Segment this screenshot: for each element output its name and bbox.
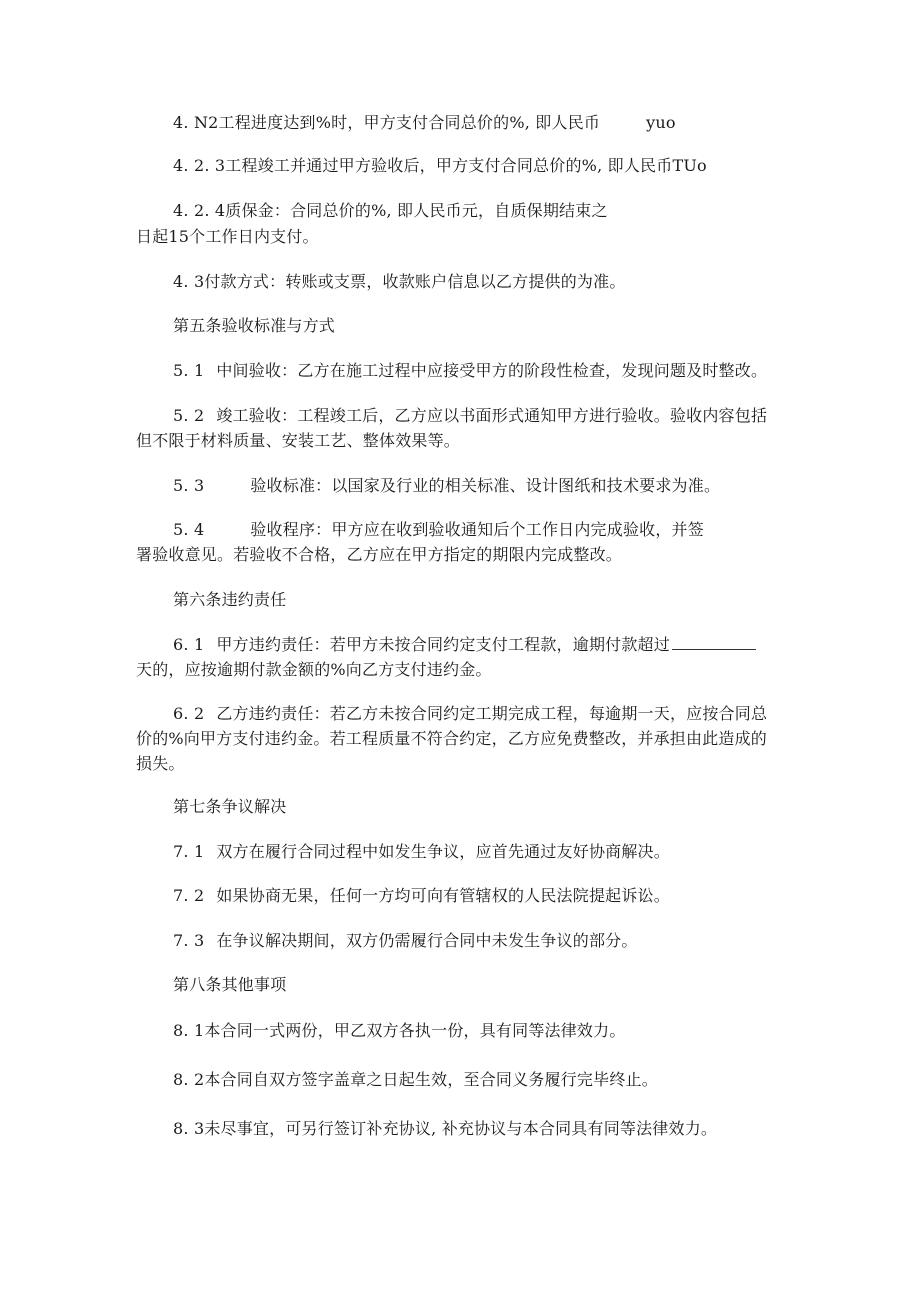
clause-text: 8. 3未尽事宜，可另行签订补充协议, 补充协议与本合同具有同等法律效力。 xyxy=(173,1119,718,1138)
clause-text: 双方在履行合同过程中如发生争议，应首先通过友好协商解决。 xyxy=(216,842,670,861)
clause-number: 5. 1 xyxy=(173,361,205,380)
clause-number: 5. 3 xyxy=(173,476,205,495)
clause-text: 4. 2. 4质保金：合同总价的%, 即人民币元，自质保期结束之 xyxy=(173,201,608,220)
clause-4-2-4-line2 xyxy=(136,227,319,247)
clause-6-2-line1 xyxy=(173,704,767,724)
clause-text: 4. 3付款方式：转账或支票，收款账户信息以乙方提供的为准。 xyxy=(173,272,626,291)
clause-6-1-line2 xyxy=(136,660,492,680)
clause-8-3 xyxy=(173,1119,717,1139)
clause-8-1 xyxy=(173,1021,626,1041)
clause-text: 甲方违约责任：若甲方未按合同约定支付工程款，逾期付款超过 xyxy=(216,635,670,654)
article-title: 第六条违约责任 xyxy=(173,590,287,609)
clause-text: 乙方违约责任：若乙方未按合同约定工期完成工程，每逾期一天，应按合同总 xyxy=(216,704,768,723)
clause-text: 署验收意见。若验收不合格，乙方应在甲方指定的期限内完成整改。 xyxy=(136,545,623,564)
article-title: 第八条其他事项 xyxy=(173,975,287,994)
clause-4-2-3 xyxy=(173,156,707,176)
clause-5-1 xyxy=(173,361,767,381)
clause-tail: yuo xyxy=(646,113,676,132)
clause-7-1 xyxy=(173,842,670,862)
clause-text: 竣工验收：工程竣工后，乙方应以书面形式通知甲方进行验收。验收内容包括 xyxy=(216,406,768,425)
fill-in-blank xyxy=(672,636,756,650)
clause-text: 4. 2. 3工程竣工并通过甲方验收后，甲方支付合同总价的%, 即人民币TUo xyxy=(173,156,707,175)
clause-6-1-line1 xyxy=(173,635,756,655)
article-title: 第七条争议解决 xyxy=(173,797,287,816)
article-5-title xyxy=(173,316,335,336)
clause-number: 6. 2 xyxy=(173,704,205,723)
clause-text: 损失。 xyxy=(136,754,185,773)
article-6-title xyxy=(173,590,286,610)
clause-7-2 xyxy=(173,886,670,906)
clause-4-2-2 xyxy=(173,113,676,133)
clause-text: 8. 1本合同一式两份，甲乙双方各执一份，具有同等法律效力。 xyxy=(173,1021,626,1040)
clause-number: 7. 3 xyxy=(173,931,205,950)
clause-number: 5. 2 xyxy=(173,406,205,425)
clause-text: 但不限于材料质量、安装工艺、整体效果等。 xyxy=(136,431,461,450)
article-8-title xyxy=(173,975,286,995)
clause-5-4-line1 xyxy=(173,520,704,540)
clause-number: 7. 1 xyxy=(173,842,205,861)
clause-5-2-line2 xyxy=(136,431,460,451)
clause-text: 4. N2工程进度达到%时，甲方支付合同总价的%, 即人民币 xyxy=(173,113,601,132)
clause-5-3 xyxy=(173,476,720,496)
clause-6-2-line2 xyxy=(136,729,767,749)
clause-5-4-line2 xyxy=(136,545,622,565)
clause-7-3 xyxy=(173,931,638,951)
clause-text: 在争议解决期间，双方仍需履行合同中未发生争议的部分。 xyxy=(216,931,638,950)
article-7-title xyxy=(173,797,286,817)
clause-text: 天的，应按逾期付款金额的%向乙方支付违约金。 xyxy=(136,660,492,679)
clause-4-3 xyxy=(173,272,626,292)
clause-6-2-line3 xyxy=(136,754,185,774)
clause-number: 6. 1 xyxy=(173,635,205,654)
clause-number: 5. 4 xyxy=(173,520,205,539)
clause-text: 价的%向甲方支付违约金。若工程质量不符合约定，乙方应免费整改，并承担由此造成的 xyxy=(136,729,768,748)
clause-4-2-4-line1 xyxy=(173,201,608,221)
clause-8-2 xyxy=(173,1070,658,1090)
clause-text: 日起15个工作日内支付。 xyxy=(136,227,319,246)
clause-number: 7. 2 xyxy=(173,886,205,905)
article-title: 第五条验收标准与方式 xyxy=(173,316,336,335)
clause-text: 如果协商无果，任何一方均可向有管辖权的人民法院提起诉讼。 xyxy=(216,886,670,905)
clause-text: 验收程序：甲方应在收到验收通知后个工作日内完成验收，并签 xyxy=(250,520,704,539)
clause-5-2-line1 xyxy=(173,406,767,426)
clause-text: 8. 2本合同自双方签字盖章之日起生效，至合同义务履行完毕终止。 xyxy=(173,1070,658,1089)
clause-text: 验收标准：以国家及行业的相关标准、设计图纸和技术要求为准。 xyxy=(250,476,721,495)
clause-text: 中间验收：乙方在施工过程中应接受甲方的阶段性检查，发现问题及时整改。 xyxy=(216,361,768,380)
